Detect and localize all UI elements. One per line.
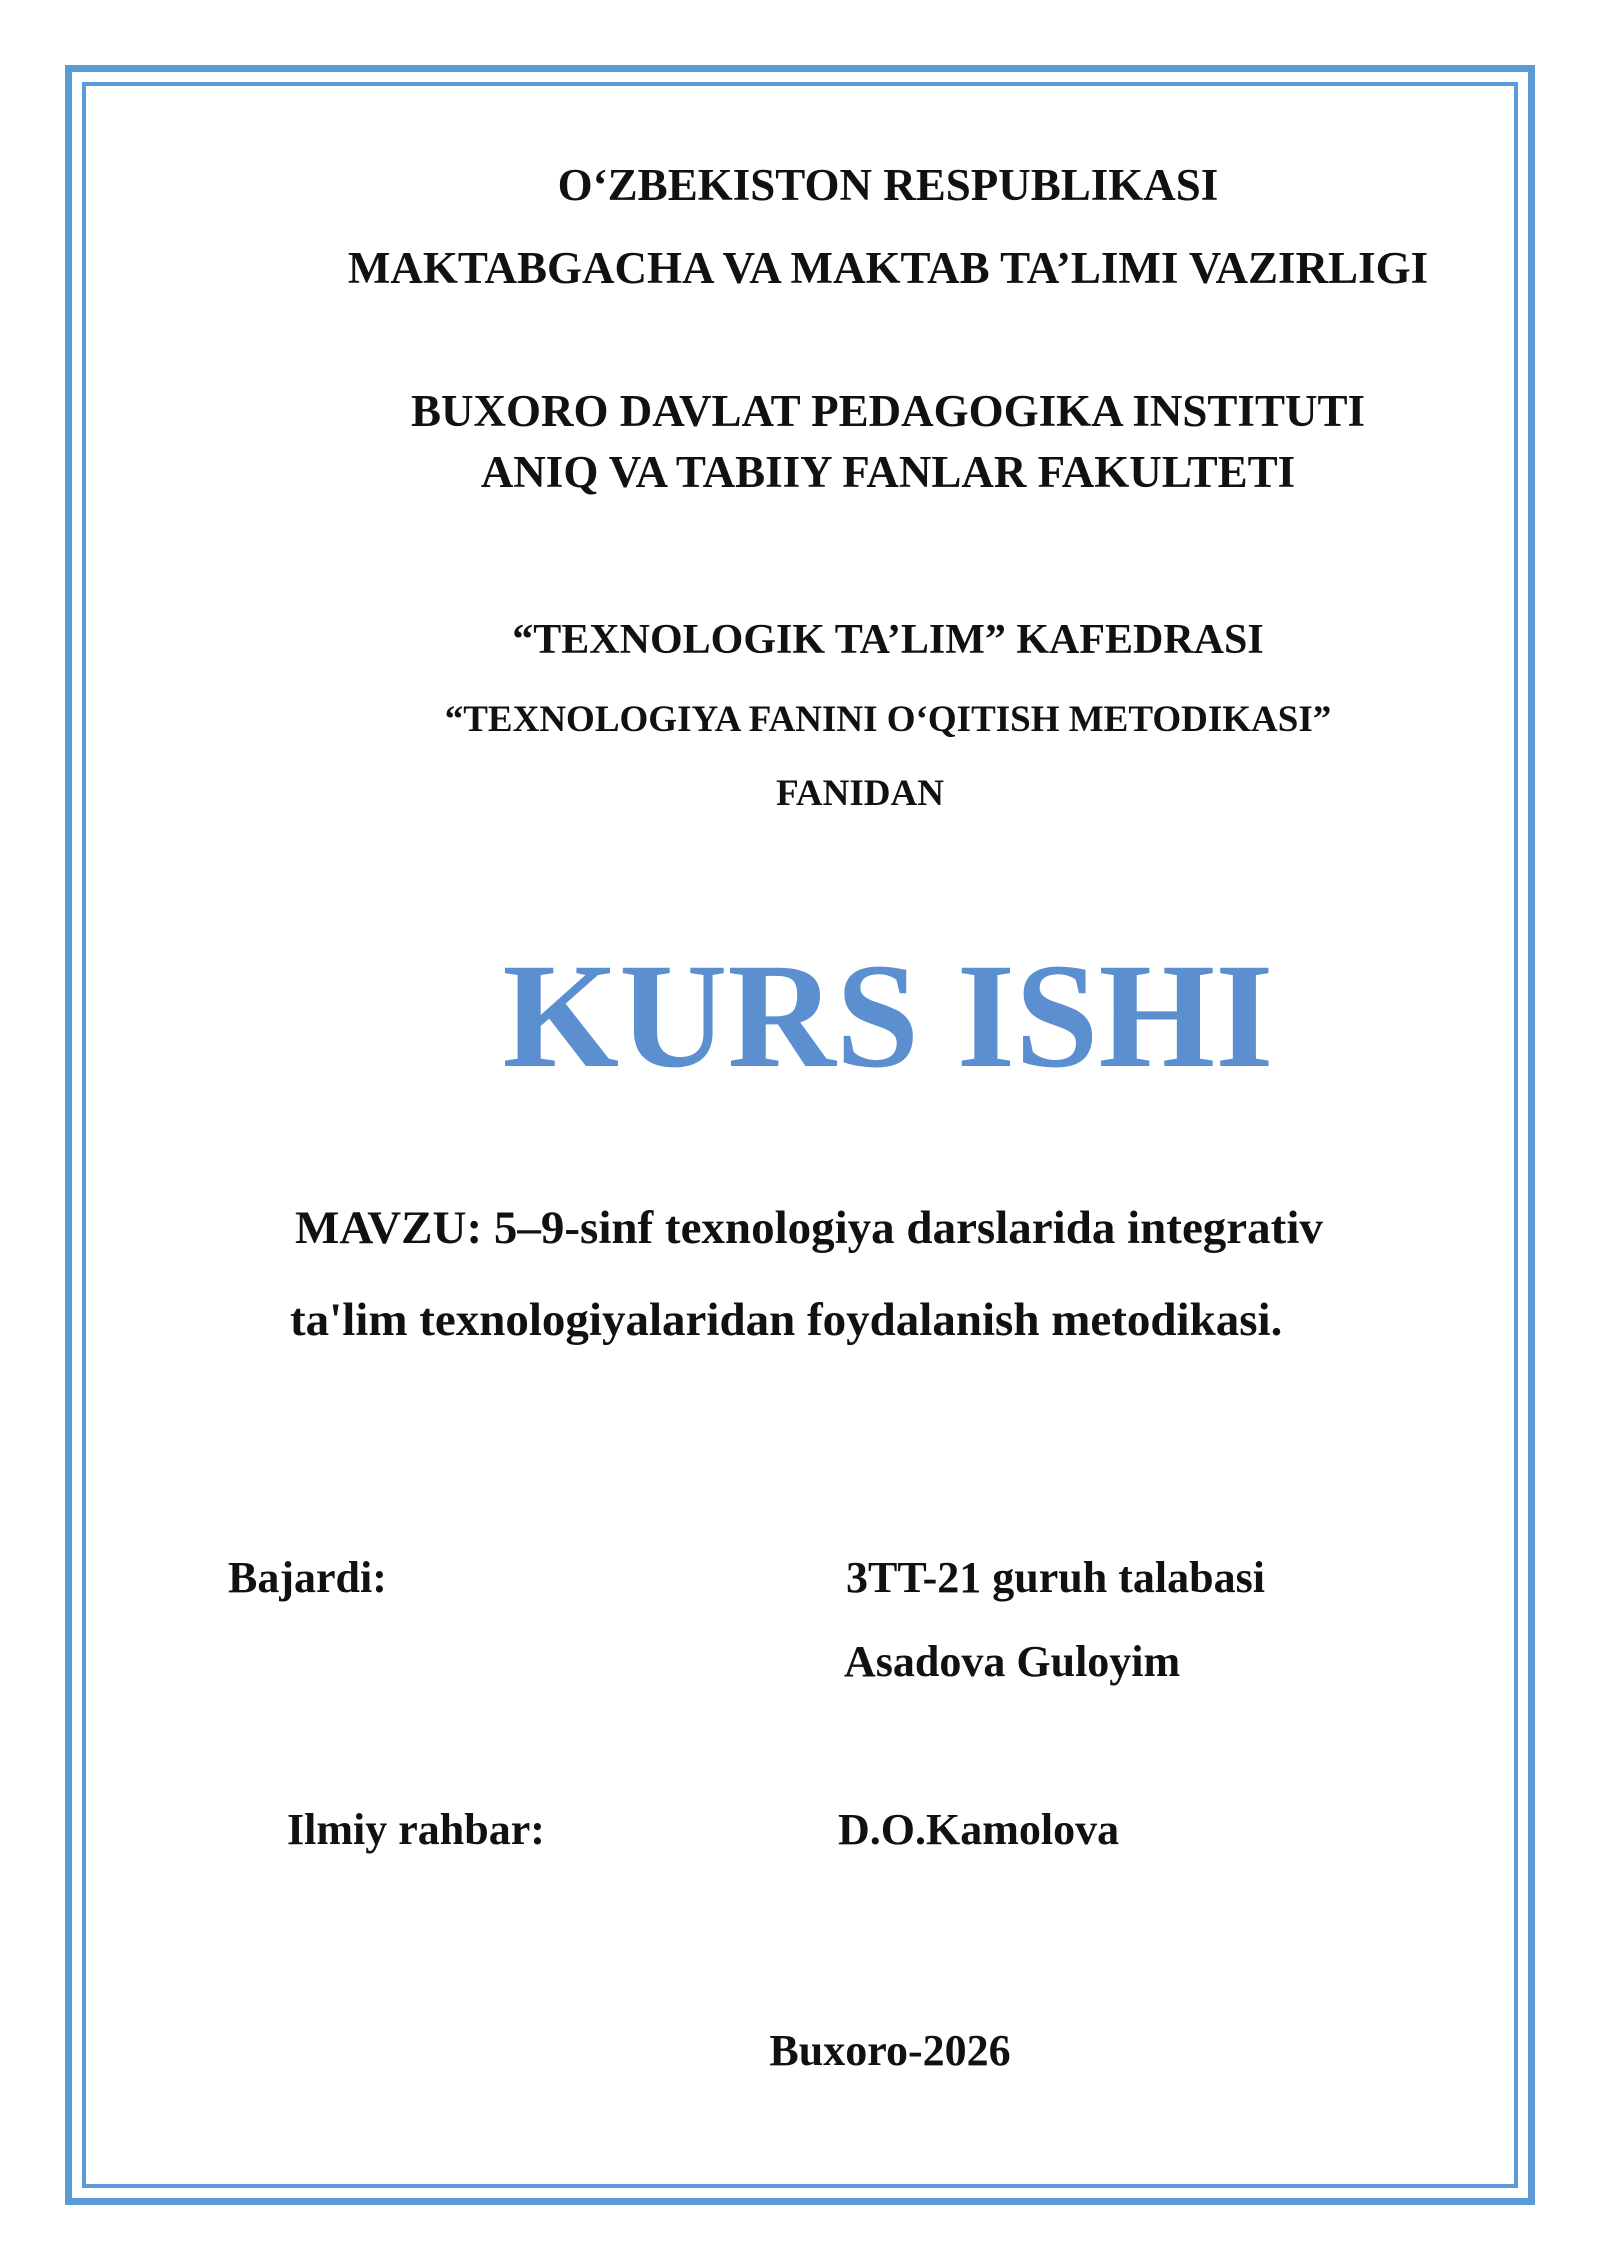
topic-line2: ta'lim texnologiyalaridan foydalanish metodikasi. <box>290 1294 1283 1346</box>
performer-group: 3TT-21 guruh talabasi <box>846 1553 1265 1602</box>
topic-line1: MAVZU: 5–9-sinf texnologiya darslarida integrativ <box>295 1202 1323 1254</box>
document-title: KURS ISHI <box>502 933 1274 1099</box>
subject-heading-line2: FANIDAN <box>776 773 944 814</box>
performer-label: Bajardi: <box>228 1553 387 1602</box>
supervisor-label: Ilmiy rahbar: <box>287 1805 545 1854</box>
city-year: Buxoro-2026 <box>769 2026 1011 2075</box>
faculty-heading: ANIQ VA TABIIY FANLAR FAKULTETI <box>480 447 1296 497</box>
ministry-heading: MAKTABGACHA VA MAKTAB TA’LIMI VAZIRLIGI <box>347 243 1429 293</box>
subject-heading-line1: “TEXNOLOGIYA FANINI O‘QITISH METODIKASI” <box>444 699 1332 740</box>
supervisor-name: D.O.Kamolova <box>838 1805 1120 1854</box>
performer-name: Asadova Guloyim <box>844 1637 1181 1686</box>
department-heading: “TEXNOLOGIK TA’LIM” KAFEDRASI <box>512 617 1264 663</box>
institute-heading: BUXORO DAVLAT PEDAGOGIKA INSTITUTI <box>411 386 1365 436</box>
country-heading: O‘ZBEKISTON RESPUBLIKASI <box>557 160 1219 210</box>
